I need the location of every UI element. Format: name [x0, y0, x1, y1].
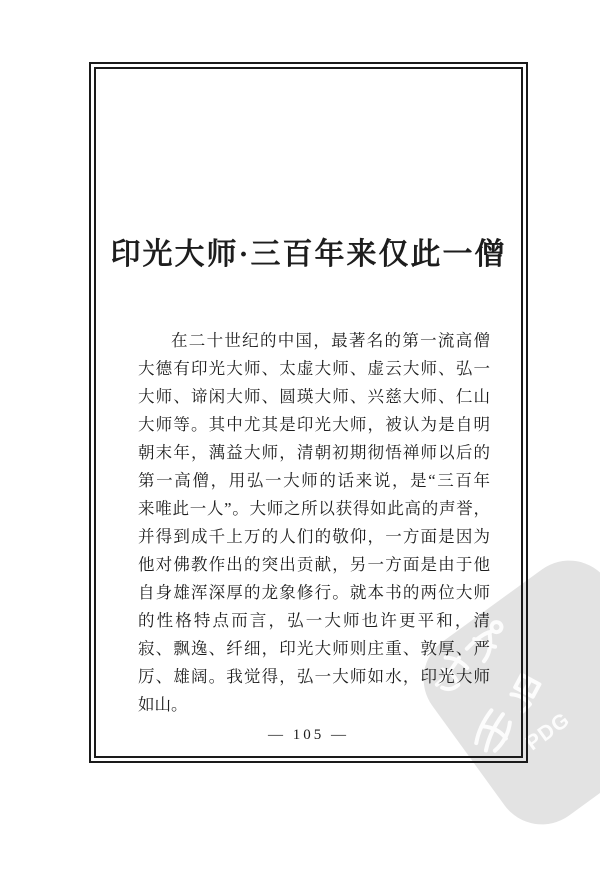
page-number: — 105 — — [268, 727, 349, 743]
watermark-pdg-label: PDG — [521, 708, 575, 756]
body-line: 大德有印光大师、太虚大师、虚云大师、弘一 — [138, 359, 490, 378]
body-line: 并得到成千上万的人们的敬仰，一方面是因为 — [138, 527, 490, 546]
body-line: 的性格特点而言，弘一大师也许更平和，清 — [138, 611, 490, 630]
body-line: 朝末年，蕅益大师，清朝初期彻悟禅师以后的 — [138, 443, 490, 462]
body-line: 第一高僧，用弘一大师的话来说，是“三百年 — [138, 471, 490, 490]
body-line: 大师等。其中尤其是印光大师，被认为是自明 — [138, 415, 490, 434]
chapter-title: 印光大师·三百年来仅此一僧 — [110, 238, 507, 271]
body-line: 在二十世纪的中国，最著名的第一流高僧 — [171, 331, 490, 350]
body-line: 来唯此一人”。大师之所以获得如此高的声誉， — [138, 499, 490, 518]
body-line: 大师、谛闲大师、圆瑛大师、兴慈大师、仁山 — [138, 387, 490, 406]
body-paragraph — [138, 327, 490, 719]
body-line: 自身雄浑深厚的龙象修行。就本书的两位大师 — [138, 583, 490, 602]
body-line: 厉、雄阔。我觉得，弘一大师如水，印光大师 — [138, 667, 490, 686]
body-line: 寂、飘逸、纤细，印光大师则庄重、敦厚、严 — [138, 639, 490, 658]
body-line: 如山。 — [138, 695, 188, 714]
body-line: 他对佛教作出的突出贡献，另一方面是由于他 — [138, 555, 490, 574]
